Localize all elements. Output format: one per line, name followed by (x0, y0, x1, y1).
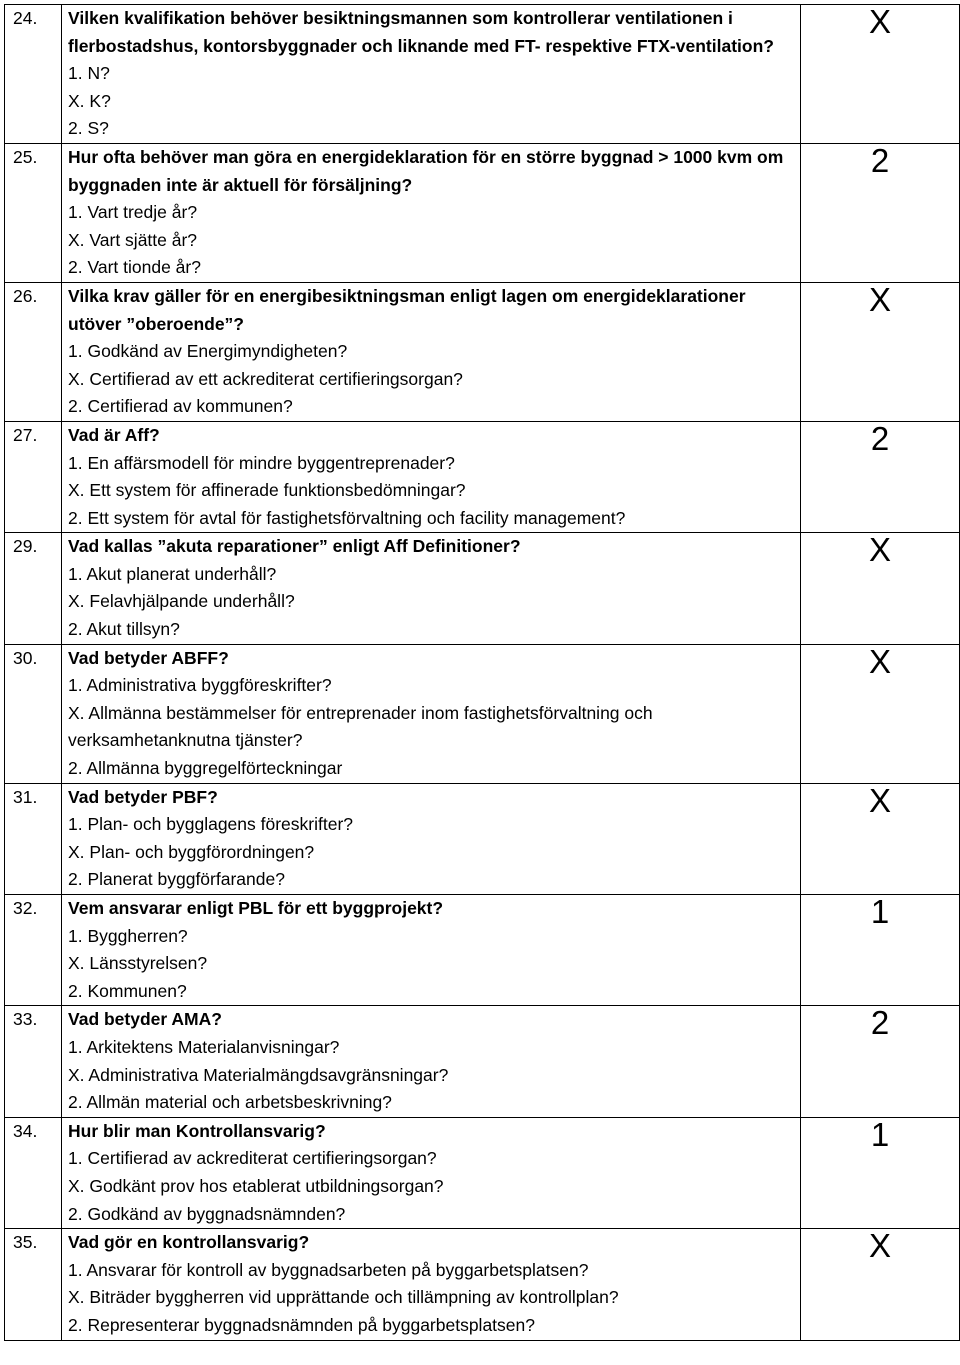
option-2: 2. Ett system för avtal för fastighetsförvaltning och facility management? (68, 507, 626, 528)
question-number: 25. (13, 146, 38, 167)
question-title: Vad kallas ”akuta reparationer” enligt Aff Definitioner? (68, 536, 521, 557)
question-number: 33. (13, 1009, 38, 1030)
question-content (62, 422, 800, 532)
option-x: X. Plan- och byggförordningen? (68, 841, 315, 862)
answer-cell: 2 (801, 1006, 960, 1117)
question-content (62, 144, 800, 282)
option-x: X. Allmänna bestämmelser för entreprenader inom fastighetsförvaltning och verksamhetanknutna tjänster? (68, 702, 653, 751)
question-row (5, 1117, 960, 1228)
question-cell (62, 1229, 801, 1340)
option-x: X. Felavhjälpande underhåll? (68, 591, 295, 612)
question-title: Vad gör en kontrollansvarig? (68, 1232, 310, 1253)
option-x: X. K? (68, 90, 111, 111)
question-content (62, 533, 800, 643)
question-number-cell (5, 1117, 62, 1228)
question-title: Hur ofta behöver man göra en energideklaration för en större byggnad > 1000 kvm om byggnaden inte är aktuell för försäljning? (68, 146, 784, 195)
option-1: 1. Administrativa byggföreskrifter? (68, 675, 332, 696)
question-cell (62, 783, 801, 894)
question-number: 29. (13, 536, 38, 557)
answer-cell: X (801, 783, 960, 894)
quiz-body (5, 5, 960, 1341)
question-title: Vilka krav gäller för en energibesiktningsman enligt lagen om energideklarationer utöver ”oberoende”? (68, 285, 746, 334)
question-number: 31. (13, 786, 38, 807)
option-1: 1. Akut planerat underhåll? (68, 563, 277, 584)
question-number: 27. (13, 424, 38, 445)
question-number: 32. (13, 898, 38, 918)
question-title: Hur blir man Kontrollansvarig? (68, 1120, 326, 1141)
question-cell (62, 533, 801, 644)
option-2: 2. Vart tionde år? (68, 257, 201, 278)
option-1: 1. Certifierad av ackrediterat certifieringsorgan? (68, 1148, 437, 1169)
question-title: Vad är Aff? (68, 424, 160, 445)
question-number-cell (5, 783, 62, 894)
question-cell (62, 644, 801, 783)
answer-cell: 2 (801, 421, 960, 532)
question-number-cell (5, 421, 62, 532)
option-x: X. Certifierad av ett ackrediterat certifieringsorgan? (68, 368, 463, 389)
question-cell (62, 1117, 801, 1228)
option-2: 2. Certifierad av kommunen? (68, 396, 293, 417)
question-number-cell (5, 143, 62, 282)
question-row (5, 282, 960, 421)
question-number-cell (5, 5, 62, 144)
answer-cell: X (801, 5, 960, 144)
option-1: 1. Godkänd av Energimyndigheten? (68, 341, 348, 362)
question-content (62, 283, 800, 421)
question-number: 35. (13, 1232, 38, 1253)
option-2: 2. Planerat byggförfarande? (68, 869, 285, 890)
question-content (62, 895, 800, 1005)
option-1: 1. En affärsmodell för mindre byggentreprenader? (68, 452, 455, 473)
question-row (5, 1006, 960, 1117)
question-number: 26. (13, 285, 38, 306)
option-1: 1. Byggherren? (68, 925, 188, 946)
question-cell (62, 143, 801, 282)
option-2: 2. Allmänna byggregelförteckningar (68, 758, 343, 779)
option-x: X. Biträder byggherren vid upprättande och tillämpning av kontrollplan? (68, 1287, 619, 1308)
question-row (5, 5, 960, 144)
question-title: Vad betyder PBF? (68, 786, 218, 807)
question-content (62, 784, 800, 894)
question-number-cell (5, 1006, 62, 1117)
answer-cell: X (801, 1229, 960, 1340)
question-row (5, 1229, 960, 1340)
question-number: 34. (13, 1120, 38, 1141)
question-row (5, 143, 960, 282)
option-x: X. Länsstyrelsen? (68, 953, 208, 974)
question-title: Vilken kvalifikation behöver besiktningsmannen som kontrollerar ventilationen i flerbostadshus, kontorsbyggnader och liknande med FT- respektive FTX-ventilation? (68, 8, 774, 56)
answer-cell: X (801, 282, 960, 421)
option-1: 1. Ansvarar för kontroll av byggnadsarbeten på byggarbetsplatsen? (68, 1259, 589, 1280)
question-title: Vem ansvarar enligt PBL för ett byggprojekt? (68, 898, 444, 918)
question-cell (62, 5, 801, 144)
question-row (5, 895, 960, 1006)
question-content (62, 1118, 800, 1228)
question-content (62, 1229, 800, 1339)
question-content (62, 5, 800, 143)
question-cell (62, 895, 801, 1006)
option-x: X. Vart sjätte år? (68, 229, 198, 250)
question-number-cell (5, 533, 62, 644)
option-2: 2. Representerar byggnadsnämnden på byggarbetsplatsen? (68, 1314, 535, 1335)
question-number: 24. (13, 8, 38, 28)
option-1: 1. N? (68, 63, 110, 84)
option-x: X. Administrativa Materialmängdsavgränsningar? (68, 1064, 449, 1085)
question-row (5, 421, 960, 532)
question-row (5, 644, 960, 783)
option-2: 2. Kommunen? (68, 980, 187, 1001)
question-number-cell (5, 1229, 62, 1340)
question-content (62, 645, 800, 783)
question-cell (62, 1006, 801, 1117)
question-number: 30. (13, 647, 38, 668)
question-number-cell (5, 644, 62, 783)
question-number-cell (5, 282, 62, 421)
quiz-table (4, 4, 960, 1341)
answer-cell: 2 (801, 143, 960, 282)
question-row (5, 533, 960, 644)
option-1: 1. Arkitektens Materialanvisningar? (68, 1036, 340, 1057)
option-x: X. Ett system för affinerade funktionsbedömningar? (68, 480, 466, 501)
option-1: 1. Vart tredje år? (68, 202, 198, 223)
answer-cell: 1 (801, 895, 960, 1006)
question-title: Vad betyder AMA? (68, 1009, 222, 1030)
answer-cell: X (801, 644, 960, 783)
question-row (5, 783, 960, 894)
option-2: 2. Akut tillsyn? (68, 619, 180, 640)
option-2: 2. Godkänd av byggnadsnämnden? (68, 1203, 346, 1224)
option-2: 2. Allmän material och arbetsbeskrivning? (68, 1092, 392, 1113)
answer-cell: X (801, 533, 960, 644)
option-1: 1. Plan- och bygglagens föreskrifter? (68, 814, 354, 835)
question-cell (62, 282, 801, 421)
answer-cell: 1 (801, 1117, 960, 1228)
question-content (62, 1006, 800, 1116)
question-title: Vad betyder ABFF? (68, 647, 229, 668)
option-x: X. Godkänt prov hos etablerat utbildningsorgan? (68, 1175, 444, 1196)
option-2: 2. S? (68, 118, 109, 139)
question-number-cell (5, 895, 62, 1006)
question-cell (62, 421, 801, 532)
